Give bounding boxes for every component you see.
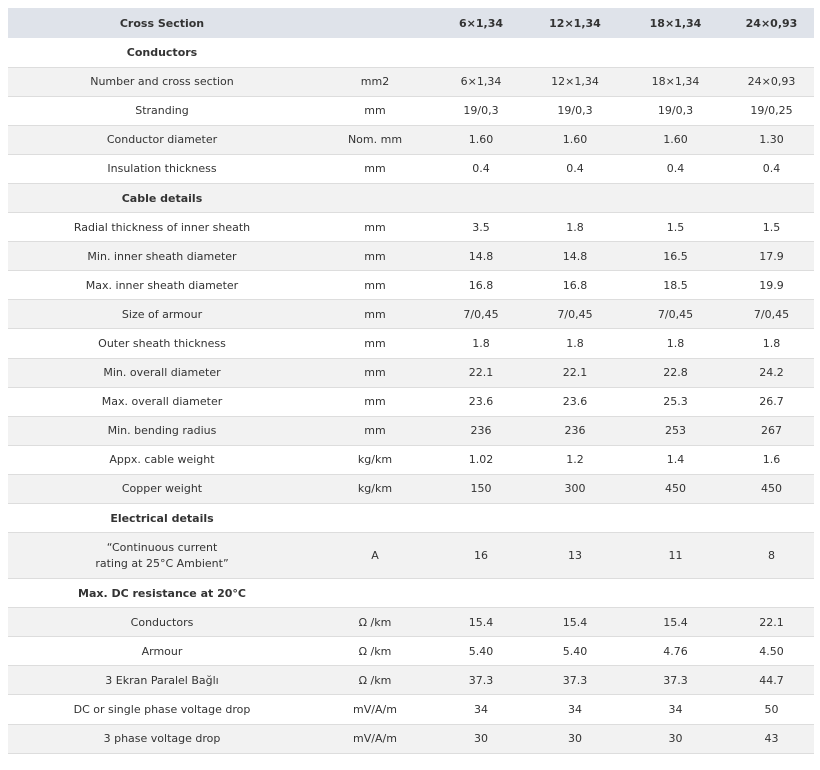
row-value: 14.8 <box>562 249 588 263</box>
row-value: 43 <box>764 732 779 746</box>
row-label: 3 Ekran Paralel Bağlı <box>105 673 219 687</box>
row-label: Conductors <box>130 615 194 629</box>
row-value: 1.8 <box>762 336 781 350</box>
row-unit: kg/km <box>357 453 393 467</box>
table-row <box>8 154 814 183</box>
empty-cell <box>622 579 729 608</box>
row-unit: Ω /km <box>358 644 392 658</box>
row-unit: mm <box>364 162 386 176</box>
empty-cell <box>729 579 814 608</box>
row-value: 0.4 <box>472 162 490 176</box>
row-value: 34 <box>668 703 683 717</box>
row-value: 1.6 <box>762 453 781 467</box>
row-value: 253 <box>665 424 686 438</box>
row-value: 15.4 <box>468 615 494 629</box>
row-label-line: “Continuous current <box>106 540 218 554</box>
empty-cell <box>434 183 528 212</box>
table-row <box>8 300 814 329</box>
row-value: 24.2 <box>759 366 784 380</box>
table-row <box>8 637 814 666</box>
row-value: 0.4 <box>666 162 685 176</box>
row-label: Max. overall diameter <box>101 395 223 409</box>
row-value: 30 <box>568 732 582 746</box>
row-value: 8 <box>768 549 775 563</box>
row-label: Armour <box>141 644 183 658</box>
row-value: 37.3 <box>663 673 688 687</box>
row-value: 4.50 <box>759 644 784 658</box>
row-value: 22.8 <box>663 366 688 380</box>
row-label-line: rating at 25°C Ambient” <box>95 556 229 570</box>
row-value: 18.5 <box>663 278 688 292</box>
table-row <box>8 96 814 125</box>
section-title: Max. DC resistance at 20°C <box>78 586 246 600</box>
row-label: Outer sheath thickness <box>98 336 226 350</box>
row-label: Min. bending radius <box>107 424 217 438</box>
row-value: 1.8 <box>472 336 490 350</box>
row-unit: mm <box>364 424 386 438</box>
section-title: Conductors <box>126 45 198 59</box>
row-value: 5.40 <box>562 644 588 658</box>
row-value: 19.9 <box>759 278 784 292</box>
row-value: 1.60 <box>562 133 588 147</box>
section-row <box>8 183 814 212</box>
row-value: 1.8 <box>566 220 584 234</box>
row-unit: mm <box>364 366 386 380</box>
row-value: 16.8 <box>562 278 588 292</box>
table-row <box>8 67 814 96</box>
header-col-3: 18×1,34 <box>649 16 702 30</box>
row-label: Copper weight <box>121 482 203 496</box>
row-value: 3.5 <box>472 220 490 234</box>
row-value: 17.9 <box>759 249 784 263</box>
empty-cell <box>528 38 622 67</box>
row-value: 13 <box>568 549 582 563</box>
table-row <box>8 445 814 474</box>
row-value: 14.8 <box>468 249 494 263</box>
header-cross-section: Cross Section <box>119 16 205 30</box>
header-col-1: 6×1,34 <box>458 16 503 30</box>
row-unit: kg/km <box>357 482 393 496</box>
header-col-2: 12×1,34 <box>549 16 601 30</box>
empty-cell <box>434 579 528 608</box>
table-row <box>8 695 814 724</box>
table-body <box>8 38 814 753</box>
row-value: 1.5 <box>666 220 685 234</box>
row-value: 26.7 <box>759 395 784 409</box>
table-row <box>8 358 814 387</box>
row-label: Stranding <box>135 104 189 118</box>
table-row <box>8 271 814 300</box>
row-label: Min. overall diameter <box>103 366 221 380</box>
empty-cell <box>729 183 814 212</box>
empty-cell <box>622 504 729 533</box>
row-value: 22.1 <box>468 366 494 380</box>
row-unit: mm <box>364 395 386 409</box>
row-label: Appx. cable weight <box>109 453 215 467</box>
row-value: 7/0,45 <box>753 307 790 321</box>
row-value: 19/0,3 <box>557 104 593 118</box>
row-value: 37.3 <box>562 673 588 687</box>
row-value: 22.1 <box>759 615 784 629</box>
row-value: 24×0,93 <box>747 75 796 89</box>
table-header-row <box>8 8 814 38</box>
row-label: Size of armour <box>121 307 203 321</box>
row-value: 23.6 <box>468 395 494 409</box>
row-value: 450 <box>761 482 782 496</box>
row-unit: mm <box>364 249 386 263</box>
row-value: 7/0,45 <box>657 307 694 321</box>
row-value: 1.60 <box>468 133 494 147</box>
row-label: Min. inner sheath diameter <box>87 249 237 263</box>
empty-cell <box>729 38 814 67</box>
empty-cell <box>316 504 434 533</box>
section-row <box>8 579 814 608</box>
row-value: 4.76 <box>663 644 688 658</box>
row-value: 1.5 <box>762 220 781 234</box>
row-value: 1.02 <box>468 453 494 467</box>
row-value: 5.40 <box>468 644 494 658</box>
row-value: 1.2 <box>566 453 584 467</box>
row-value: 22.1 <box>562 366 588 380</box>
row-unit: Ω /km <box>358 615 392 629</box>
row-unit: mm2 <box>360 75 390 89</box>
row-value: 23.6 <box>562 395 588 409</box>
table-row <box>8 533 814 579</box>
header-col-4: 24×0,93 <box>745 16 798 30</box>
row-label: DC or single phase voltage drop <box>73 703 251 717</box>
row-value: 1.60 <box>663 133 688 147</box>
row-value: 7/0,45 <box>557 307 593 321</box>
row-value: 16 <box>474 549 488 563</box>
table-row <box>8 666 814 695</box>
empty-cell <box>528 183 622 212</box>
empty-cell <box>528 504 622 533</box>
row-value: 1.4 <box>666 453 685 467</box>
empty-cell <box>316 38 434 67</box>
row-value: 1.8 <box>666 336 685 350</box>
row-value: 7/0,45 <box>463 307 499 321</box>
row-value: 18×1,34 <box>651 75 700 89</box>
cable-spec-table <box>8 8 814 754</box>
row-value: 6×1,34 <box>460 75 502 89</box>
row-unit: Nom. mm <box>347 133 403 147</box>
row-label: 3 phase voltage drop <box>103 732 221 746</box>
table-row <box>8 125 814 154</box>
empty-cell <box>528 579 622 608</box>
section-row <box>8 38 814 67</box>
section-title: Electrical details <box>110 511 214 525</box>
row-label: Radial thickness of inner sheath <box>73 220 251 234</box>
row-value: 25.3 <box>663 395 688 409</box>
row-value: 15.4 <box>663 615 688 629</box>
row-unit: A <box>371 549 379 563</box>
section-title: Cable details <box>121 191 203 205</box>
empty-cell <box>434 504 528 533</box>
row-label <box>8 533 316 579</box>
empty-cell <box>434 38 528 67</box>
row-label: Number and cross section <box>90 75 234 89</box>
row-unit: mm <box>364 104 386 118</box>
row-unit: Ω /km <box>358 673 392 687</box>
row-label: Max. inner sheath diameter <box>85 278 239 292</box>
row-label: Conductor diameter <box>106 133 218 147</box>
row-unit: mV/A/m <box>353 703 397 717</box>
row-unit: mm <box>364 220 386 234</box>
row-value: 30 <box>474 732 488 746</box>
row-value: 50 <box>764 703 779 717</box>
row-value: 150 <box>470 482 492 496</box>
row-value: 267 <box>761 424 782 438</box>
row-unit: mm <box>364 278 386 292</box>
empty-cell <box>622 38 729 67</box>
table-row <box>8 213 814 242</box>
row-value: 19/0,3 <box>657 104 694 118</box>
row-value: 19/0,25 <box>750 104 793 118</box>
row-value: 15.4 <box>562 615 588 629</box>
empty-cell <box>316 579 434 608</box>
row-value: 11 <box>668 549 683 563</box>
row-value: 37.3 <box>468 673 494 687</box>
row-value: 16.8 <box>468 278 494 292</box>
table-row <box>8 724 814 753</box>
row-unit: mm <box>364 336 386 350</box>
row-value: 0.4 <box>566 162 584 176</box>
section-row <box>8 504 814 533</box>
row-value: 0.4 <box>762 162 781 176</box>
row-value: 300 <box>564 482 586 496</box>
empty-cell <box>729 504 814 533</box>
table-row <box>8 416 814 445</box>
row-value: 236 <box>564 424 586 438</box>
table-row <box>8 387 814 416</box>
row-value: 16.5 <box>663 249 688 263</box>
row-unit: mV/A/m <box>353 732 397 746</box>
row-value: 34 <box>568 703 582 717</box>
row-value: 1.8 <box>566 336 584 350</box>
row-value: 1.30 <box>759 133 784 147</box>
empty-cell <box>316 183 434 212</box>
table-row <box>8 242 814 271</box>
row-value: 12×1,34 <box>551 75 599 89</box>
header-unit <box>316 8 434 38</box>
row-value: 44.7 <box>759 673 784 687</box>
empty-cell <box>622 183 729 212</box>
row-value: 30 <box>668 732 683 746</box>
row-value: 19/0,3 <box>463 104 499 118</box>
table-row <box>8 474 814 503</box>
row-label: Insulation thickness <box>107 162 217 176</box>
row-value: 236 <box>470 424 492 438</box>
table-row <box>8 329 814 358</box>
row-value: 450 <box>665 482 686 496</box>
row-value: 34 <box>474 703 488 717</box>
row-unit: mm <box>364 307 386 321</box>
table-row <box>8 608 814 637</box>
